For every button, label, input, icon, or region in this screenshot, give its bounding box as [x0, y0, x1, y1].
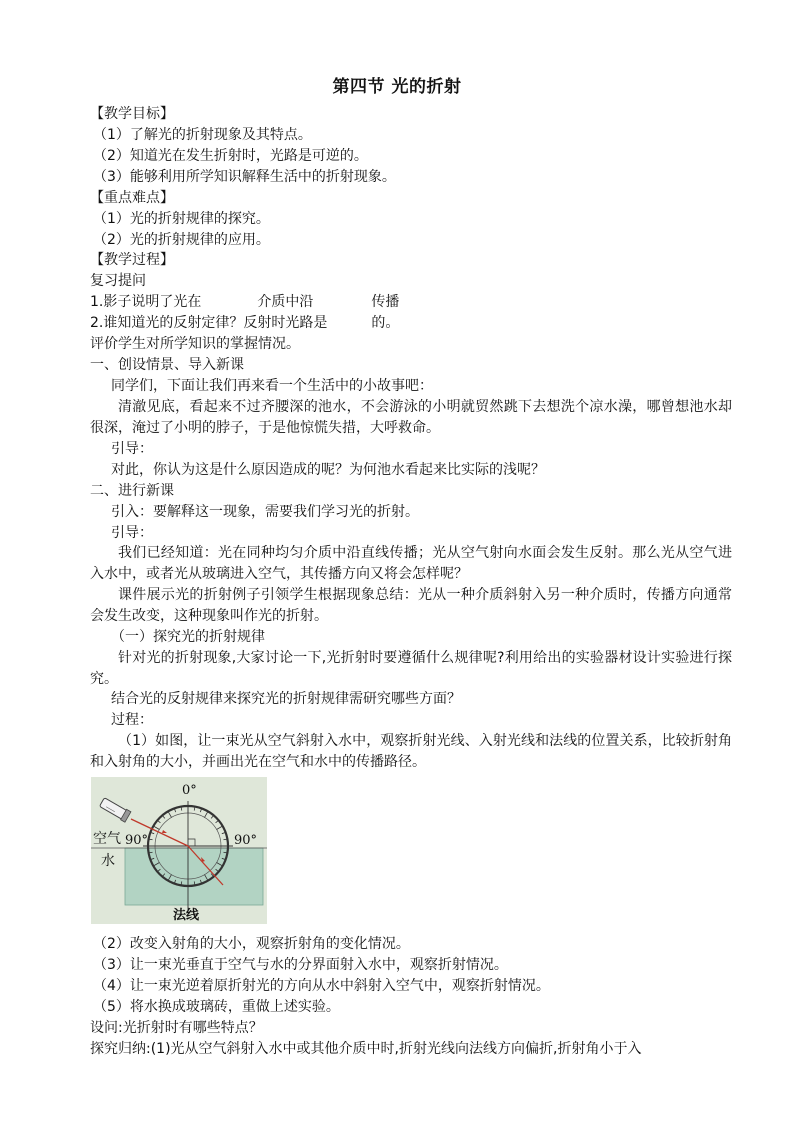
question-1-part-a: 1.影子说明了光在	[90, 294, 202, 310]
right-angle-label: 90°	[234, 833, 258, 848]
key-point-item: （1）光的折射规律的探究。	[93, 211, 270, 227]
review-heading: 复习提问	[90, 273, 146, 289]
step-item: （5）将水换成玻璃砖，重做上述实验。	[93, 999, 340, 1015]
left-angle-label: 90°	[125, 833, 149, 848]
question-1	[90, 292, 399, 313]
guide-label-2: 引导：	[111, 525, 153, 541]
step-item: （3）让一束光垂直于空气与水的分界面射入水中，观察折射情况。	[93, 957, 508, 973]
story-intro: 同学们，下面让我们再来看一个生活中的小故事吧：	[111, 378, 433, 394]
objective-item: （1）了解光的折射现象及其特点。	[93, 127, 312, 143]
refraction-figure	[91, 777, 267, 924]
question-1-part-b: 介质中沿	[257, 294, 314, 310]
key-header: 【重点难点】	[90, 190, 174, 206]
objectives-header: 【教学目标】	[90, 106, 174, 122]
combine-paragraph: 结合光的反射规律来探究光的折射规律需研究哪些方面？	[111, 691, 461, 707]
step-item: （4）让一束光逆着原折射光的方向从水中斜射入空气中，观察折射情况。	[93, 978, 550, 994]
intro-text: 引入：要解释这一现象，需要我们学习光的折射。	[111, 504, 419, 520]
question-2	[90, 313, 399, 334]
water-tank	[125, 848, 263, 905]
refraction-diagram	[91, 777, 267, 924]
courseware-paragraph: 课件展示光的折射例子引领学生根据现象总结：光从一种介质斜射入另一种介质时，传播方向通常会发生改变，这种现象叫作光的折射。	[90, 587, 732, 624]
section-heading-2: 二、进行新课	[90, 483, 174, 499]
step-item: （2）改变入射角的大小，观察折射角的变化情况。	[93, 936, 410, 952]
subsection-heading: （一）探究光的折射规律	[111, 629, 265, 645]
normal-label: 法线	[173, 908, 200, 923]
water-label: 水	[101, 853, 115, 869]
question-paragraph: 对此，你认为这是什么原因造成的呢？为何池水看起来比实际的浅呢？	[111, 462, 545, 478]
key-point-item: （2）光的折射规律的应用。	[93, 232, 270, 248]
guide-label-1: 引导：	[111, 441, 153, 457]
known-paragraph: 我们已经知道：光在同种均匀介质中沿直线传播；光从空气射向水面会发生反射。那么光从空气进入水中，或者光从玻璃进入空气，其传播方向又将会怎样呢？	[90, 545, 732, 582]
objective-item: （3）能够利用所学知识解释生活中的折射现象。	[93, 169, 396, 185]
process-label: 过程：	[111, 712, 153, 728]
discuss-paragraph: 针对光的折射现象,大家讨论一下,光折射时要遵循什么规律呢?利用给出的实验器材设计实验进行探究。	[90, 650, 732, 687]
evaluate-text: 评价学生对所学知识的掌握情况。	[90, 336, 300, 352]
story-paragraph: 清澈见底，看起来不过齐腰深的池水，不会游泳的小明就贸然跳下去想洗个凉水澡，哪曾想池水却很深，淹过了小明的脖子，于是他惊慌失措，大呼救命。	[90, 399, 732, 436]
objective-item: （2）知道光在发生折射时，光路是可逆的。	[93, 148, 368, 164]
page-title: 第四节 光的折射	[332, 77, 462, 97]
question-1-part-c: 传播	[371, 294, 400, 310]
process-header: 【教学过程】	[90, 252, 174, 268]
question-2-part-b: 的。	[371, 315, 400, 331]
step-1-paragraph: （1）如图，让一束光从空气斜射入水中，观察折射光线、入射光线和法线的位置关系，比较折射角和入射角的大小，并画出光在空气和水中的传播路径。	[90, 733, 732, 770]
question-2-part-a: 2.谁知道光的反射定律？反射时光路是	[90, 315, 328, 331]
section-heading-1: 一、创设情景、导入新课	[90, 357, 244, 373]
conclusion-text: 探究归纳:(1)光从空气斜射入水中或其他介质中时,折射光线向法线方向偏折,折射角小于入	[90, 1041, 642, 1057]
air-label: 空气	[93, 831, 121, 847]
ask-text: 设问:光折射时有哪些特点？	[90, 1020, 263, 1036]
top-angle-label: 0°	[182, 783, 197, 798]
